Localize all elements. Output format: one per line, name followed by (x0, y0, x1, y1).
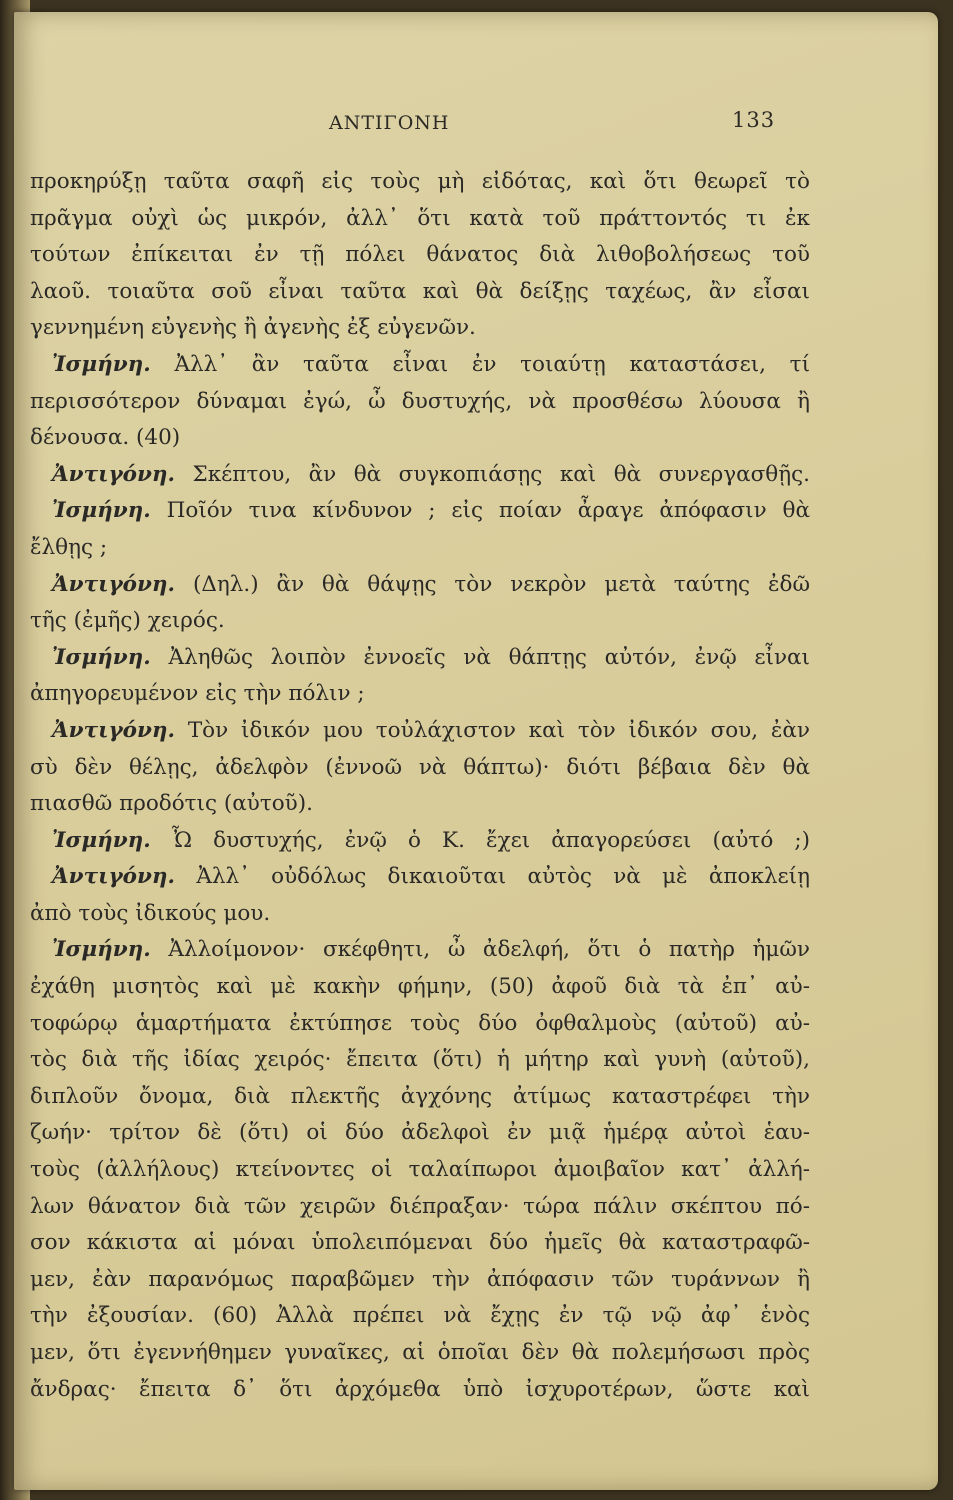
line-text: (Δηλ.) ἂν θὰ θάψῃς τὸν νεκρὸν μετὰ ταύτης ἐδῶ (192, 571, 810, 597)
line-text: ἄνδρας· ἔπειτα δ᾽ ὅτι ἀρχόμεθα ὑπὸ ἰσχυροτέρων, ὥστε καὶ (30, 1376, 810, 1402)
line-text: ζωήν· τρίτον δὲ (ὅτι) οἱ δύο ἀδελφοὶ ἐν μιᾷ ἡμέρᾳ αὐτοὶ ἑαυ- (30, 1120, 810, 1146)
speaker-name: Ἀντιγόνη. (52, 571, 176, 597)
text-line (30, 823, 810, 860)
text-line (30, 786, 810, 823)
line-text: Τὸν ἰδικόν μου τοὐλάχιστον καὶ τὸν ἰδικόν σου, ἐὰν (187, 717, 810, 743)
text-line (30, 1115, 810, 1152)
text-line (30, 1262, 810, 1299)
text-line (30, 1006, 810, 1043)
text-line (30, 274, 810, 311)
book-page (14, 12, 938, 1490)
text-line (30, 1042, 810, 1079)
line-text: τούτων ἐπίκειται ἐν τῇ πόλει θάνατος διὰ λιθοβολήσεως τοῦ (30, 242, 810, 268)
line-text: γεννημένη εὐγενὴς ἢ ἀγενὴς ἐξ εὐγενῶν. (30, 315, 476, 341)
text-line (30, 932, 810, 969)
text-line (30, 859, 810, 896)
text-line (30, 896, 810, 933)
speaker-name: Ἰσμήνη. (52, 937, 151, 963)
text-line (30, 1079, 810, 1116)
line-text: ἀπὸ τοὺς ἰδικούς μου. (30, 900, 271, 926)
text-line (30, 969, 810, 1006)
text-line (30, 201, 810, 238)
line-text: πρᾶγμα οὐχὶ ὡς μικρόν, ἀλλ᾽ ὅτι κατὰ τοῦ πράττοντός τι ἐκ (30, 205, 810, 231)
line-text: τοφώρῳ ἁμαρτήματα ἐκτύπησε τοὺς δύο ὀφθαλμοὺς (αὐτοῦ) αὐ- (30, 1010, 810, 1036)
body-text (0, 164, 810, 1408)
text-line (30, 530, 810, 567)
text-line (30, 347, 810, 384)
line-text: περισσότερον δύναμαι ἐγώ, ὦ δυστυχής, νὰ προσθέσω λύουσα ἢ (30, 388, 810, 414)
text-line (30, 603, 810, 640)
text-line (30, 237, 810, 274)
line-text: τῆς (ἐμῆς) χειρός. (30, 608, 225, 634)
line-text: τὴν ἐξουσίαν. (60) Ἀλλὰ πρέπει νὰ ἔχῃς ἐν τῷ νῷ ἀφ᾽ ἑνὸς (30, 1303, 810, 1329)
text-line (30, 1225, 810, 1262)
speaker-name: Ἰσμήνη. (52, 644, 151, 670)
line-text: διπλοῦν ὄνομα, διὰ πλεκτῆς ἀγχόνης ἀτίμως καταστρέφει τὴν (30, 1083, 810, 1109)
line-text: δένουσα. (40) (30, 425, 181, 451)
speaker-name: Ἀντιγόνη. (52, 864, 176, 890)
line-text: Ἀλλοίμονον· σκέφθητι, ὦ ἀδελφή, ὅτι ὁ πατὴρ ἡμῶν (168, 937, 810, 963)
line-text: Σκέπτου, ἂν θὰ συγκοπιάσῃς καὶ θὰ συνεργασθῇς. (192, 461, 810, 487)
line-text: Ὦ δυστυχής, ἐνῷ ὁ Κ. ἔχει ἀπαγορεύσει (αὐτό ;) (171, 827, 810, 853)
speaker-name: Ἰσμήνη. (52, 827, 151, 853)
text-line (30, 384, 810, 421)
text-line (30, 493, 810, 530)
running-title: ΑΝΤΙΓΟΝΗ (329, 112, 450, 134)
text-line (30, 1152, 810, 1189)
line-text: Ποῖόν τινα κίνδυνον ; εἰς ποίαν ἆραγε ἀπόφασιν θὰ (166, 498, 810, 524)
speaker-name: Ἀντιγόνη. (52, 461, 176, 487)
line-text: ἀπηγορευμένον εἰς τὴν πόλιν ; (30, 681, 365, 707)
text-line (30, 164, 810, 201)
page-number: 133 (732, 108, 776, 132)
speaker-name: Ἰσμήνη. (52, 351, 151, 377)
line-text: προκηρύξῃ ταῦτα σαφῆ εἰς τοὺς μὴ εἰδότας, καὶ ὅτι θεωρεῖ τὸ (30, 169, 810, 194)
line-text: πιασθῶ προδότις (αὐτοῦ). (30, 791, 313, 817)
text-line (30, 420, 810, 457)
speaker-name: Ἰσμήνη. (52, 498, 151, 524)
text-line (30, 1372, 810, 1409)
text-line (30, 567, 810, 604)
line-text: σὺ δὲν θέλῃς, ἀδελφὸν (ἐννοῶ νὰ θάπτω)· διότι βέβαια δὲν θὰ (30, 754, 810, 780)
line-text: τοὺς (ἀλλήλους) κτείνοντες οἱ ταλαίπωροι ἀμοιβαῖον κατ᾽ ἀλλή- (30, 1157, 810, 1183)
text-line (30, 640, 810, 677)
line-text: ἔλθῃς ; (30, 534, 108, 560)
line-text: λων θάνατον διὰ τῶν χειρῶν διέπραξαν· τώρα πάλιν σκέπτου πό- (30, 1193, 810, 1219)
line-text: ἐχάθη μισητὸς καὶ μὲ κακὴν φήμην, (50) ἀφοῦ διὰ τὰ ἐπ᾽ αὐ- (30, 974, 810, 1000)
line-text: μεν, ὅτι ἐγεννήθημεν γυναῖκες, αἱ ὁποῖαι δὲν θὰ πολεμήσωσι πρὸς (30, 1340, 810, 1365)
text-line (30, 713, 810, 750)
text-line (30, 310, 810, 347)
text-line (30, 1189, 810, 1226)
line-text: Ἀλλ᾽ οὐδόλως δικαιοῦται αὐτὸς νὰ μὲ ἀποκλείῃ (196, 864, 810, 890)
line-text: τὸς διὰ τῆς ἰδίας χειρός· ἔπειτα (ὅτι) ἡ μήτηρ καὶ γυνὴ (αὐτοῦ), (30, 1047, 810, 1073)
line-text: Ἀληθῶς λοιπὸν ἐννοεῖς νὰ θάπτῃς αὐτόν, ἐνῷ εἶναι (168, 644, 810, 670)
text-line (30, 457, 810, 494)
text-line (30, 1298, 810, 1335)
line-text: σον κάκιστα αἱ μόναι ὑπολειπόμεναι δύο ἡμεῖς θὰ καταστραφῶ- (30, 1230, 810, 1256)
line-text: Ἀλλ᾽ ἂν ταῦτα εἶναι ἐν τοιαύτῃ καταστάσει, τί (174, 351, 810, 377)
line-text: μεν, ἐὰν παρανόμως παραβῶμεν τὴν ἀπόφασιν τῶν τυράννων ἢ (30, 1266, 810, 1292)
line-text: λαοῦ. τοιαῦτα σοῦ εἶναι ταῦτα καὶ θὰ δείξῃς ταχέως, ἂν εἶσαι (30, 278, 810, 304)
speaker-name: Ἀντιγόνη. (52, 717, 176, 743)
text-line (30, 750, 810, 787)
text-line (30, 1335, 810, 1372)
text-line (30, 676, 810, 713)
page-header (14, 108, 938, 142)
